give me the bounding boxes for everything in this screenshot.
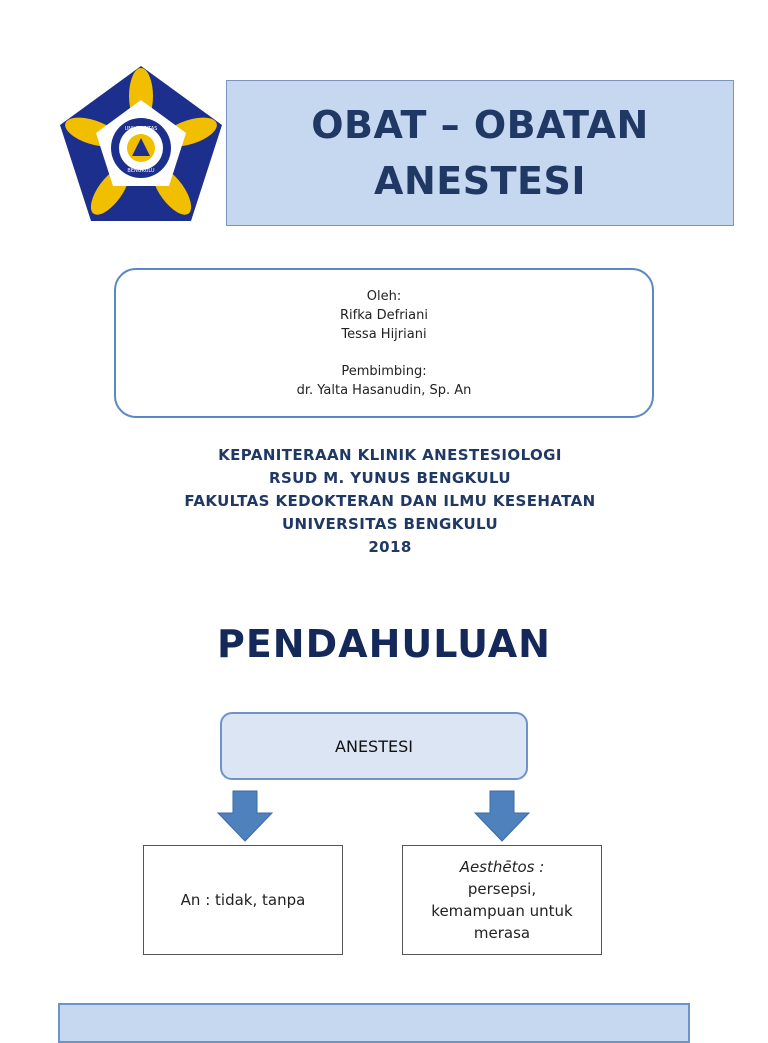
university-logo-icon [58,64,224,224]
definition-text: persepsi, [467,880,537,898]
svg-text:UNIVERSITAS: UNIVERSITAS [124,126,158,132]
down-arrow-icon [474,790,530,842]
institution-line: KEPANITERAAN KLINIK ANESTESIOLOGI [218,446,562,464]
institution-line: FAKULTAS KEDOKTERAN DAN ILMU KESEHATAN [184,492,596,510]
next-content-box [58,1003,690,1043]
author-name: Rifka Defriani [340,307,428,323]
title-line1: OBAT – OBATAN [311,103,649,147]
definition-term: Aesthētos : [459,858,545,876]
section-title: PENDAHULUAN [217,622,551,666]
supervisor-name: dr. Yalta Hasanudin, Sp. An [296,382,472,398]
title-line2: ANESTESI [374,159,586,203]
title-box [226,80,734,226]
definition-text: merasa [473,924,531,942]
svg-text:BENGKULU: BENGKULU [127,168,155,174]
author-box [114,268,654,418]
institution-line: UNIVERSITAS BENGKULU [281,515,499,533]
supervisor-label: Pembimbing: [341,363,427,379]
definition-box-aesthetos [402,845,602,955]
down-arrow-icon [217,790,273,842]
anestesi-box: ANESTESI [220,712,528,780]
author-name: Tessa Hijriani [341,326,427,342]
institution-block [0,444,768,559]
definition-box-an [143,845,343,955]
definition-text: An : tidak, tanpa [180,891,306,909]
definition-text: kemampuan untuk [431,902,573,920]
author-label: Oleh: [366,288,402,304]
institution-year: 2018 [368,538,412,556]
institution-line: RSUD M. YUNUS BENGKULU [269,469,511,487]
